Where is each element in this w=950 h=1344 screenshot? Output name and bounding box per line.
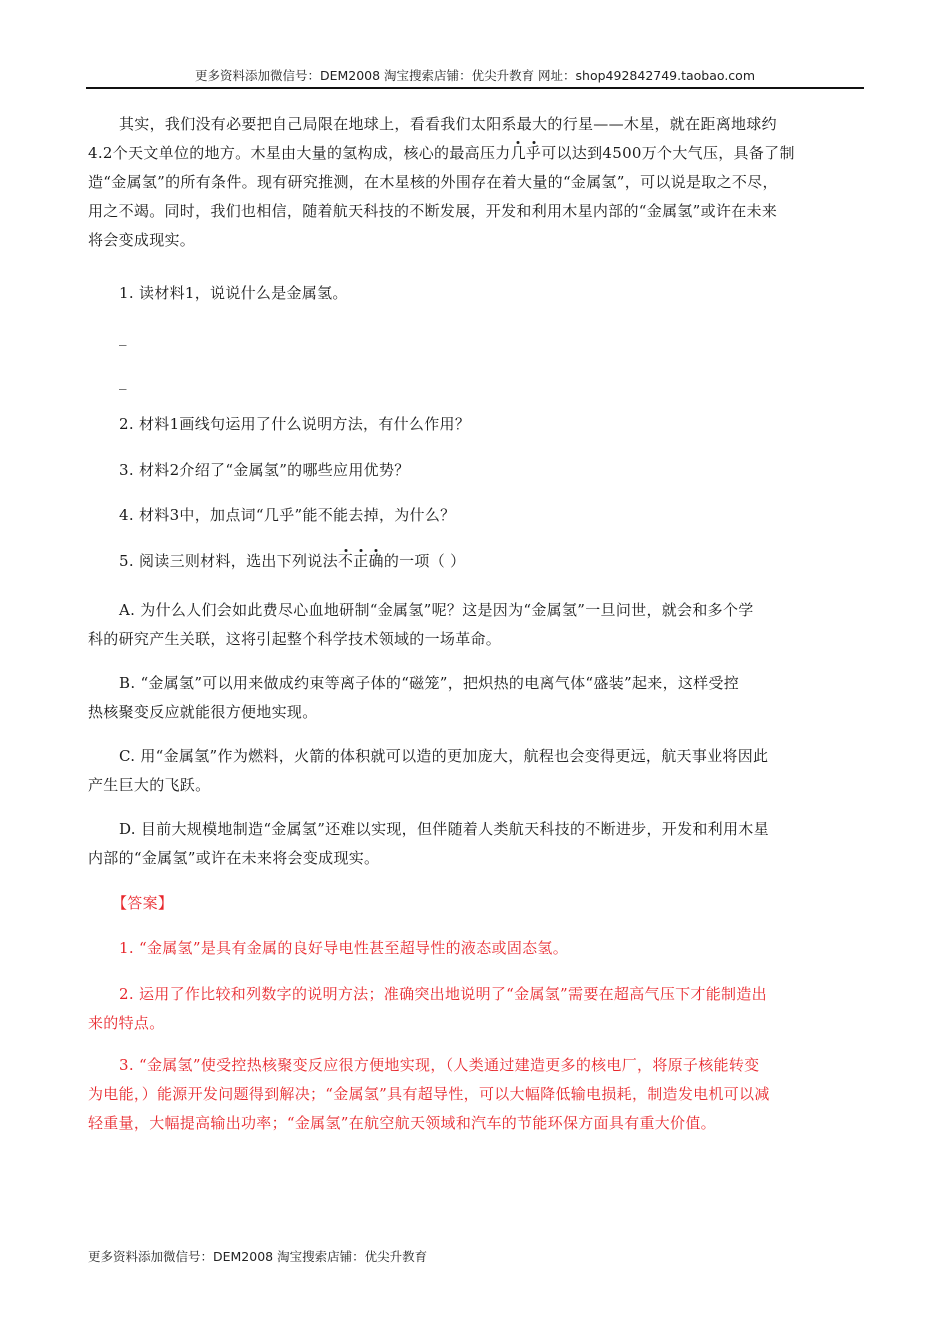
option-line: 科的研究产生关联，这将引起整个科学技术领域的一场革命。 xyxy=(88,630,502,648)
option-c xyxy=(88,742,860,800)
emphasis-dot-char: 正 xyxy=(353,552,369,570)
question-4: 4. 材料3中，加点词“几乎”能不能去掉，为什么？ xyxy=(119,506,456,524)
answer-heading: 【答案】 xyxy=(112,894,174,912)
header-divider xyxy=(86,87,864,89)
answer-blank: _ xyxy=(119,372,127,390)
emphasis-dot-char: 几 xyxy=(510,144,526,162)
option-line: D. 目前大规模地制造“金属氢”还难以实现，但伴随着人类航天科技的不断进步，开发和利用木星 xyxy=(119,820,769,838)
option-line: B. “金属氢”可以用来做成约束等离子体的“磁笼”，把炽热的电离气体“盛装”起来，这样受控 xyxy=(119,674,740,692)
question-2: 2. 材料1画线句运用了什么说明方法，有什么作用？ xyxy=(119,415,471,433)
question-3: 3. 材料2介绍了“金属氢”的哪些应用优势？ xyxy=(119,461,410,479)
answer-1: 1. “金属氢”是具有金属的良好导电性甚至超导性的液态或固态氢。 xyxy=(119,939,569,957)
text-span: 4.2个天文单位的地方。木星由大量的氢构成，核心的最高压力 xyxy=(88,144,511,162)
option-line: 产生巨大的飞跃。 xyxy=(88,776,211,794)
material-paragraph xyxy=(88,110,860,255)
text-span: 5. 阅读三则材料，选出下列说法 xyxy=(119,552,338,570)
option-d xyxy=(88,815,860,873)
emphasis-dot-char: 不 xyxy=(337,552,354,570)
answer-line: 2. 运用了作比较和列数字的说明方法；准确突出地说明了“金属氢”需要在超高气压下才能制造出 xyxy=(119,985,767,1003)
emphasis-dot-char: 乎 xyxy=(525,144,542,162)
answer-line: 3. “金属氢”使受控热核聚变反应很方便地实现，（人类通过建造更多的核电厂，将原子核能转变 xyxy=(119,1056,760,1074)
paragraph-line: 用之不竭。同时，我们也相信，随着航天科技的不断发展，开发和利用木星内部的“金属氢”或许在未来 xyxy=(88,202,778,220)
option-line: A. 为什么人们会如此费尽心血地研制“金属氢”呢？这是因为“金属氢”一旦问世，就会和多个学 xyxy=(119,601,754,619)
answer-blank: _ xyxy=(119,328,127,346)
option-a xyxy=(88,596,860,654)
page-header: 更多资料添加微信号：DEM2008 淘宝搜索店铺：优尖升教育 网址：shop492842749.taobao.com xyxy=(194,68,756,83)
emphasis-dot-char: 确 xyxy=(368,552,384,570)
paragraph-line: 将会变成现实。 xyxy=(88,231,196,249)
text-span: 的一项（ ） xyxy=(383,552,466,570)
answer-3 xyxy=(88,1051,860,1138)
option-line: 内部的“金属氢”或许在未来将会变成现实。 xyxy=(88,849,380,867)
text-span: 可以达到4500万个大气压，具备了制 xyxy=(541,144,795,162)
question-5 xyxy=(119,550,465,572)
answer-line: 轻重量，大幅提高输出功率；“金属氢”在航空航天领域和汽车的节能环保方面具有重大价值。 xyxy=(88,1114,716,1132)
question-1: 1. 读材料1，说说什么是金属氢。 xyxy=(119,284,348,302)
option-line: C. 用“金属氢”作为燃料，火箭的体积就可以造的更加庞大，航程也会变得更远，航天事业将因此 xyxy=(119,747,769,765)
answer-line: 为电能，）能源开发问题得到解决；“金属氢”具有超导性，可以大幅降低输电损耗，制造发电机可以减 xyxy=(88,1085,770,1103)
answer-2 xyxy=(88,980,860,1038)
option-line: 热核聚变反应就能很方便地实现。 xyxy=(88,703,318,721)
paragraph-line: 造“金属氢”的所有条件。现有研究推测，在木星核的外围存在着大量的“金属氢”，可以说是取之不尽， xyxy=(88,173,778,191)
page-footer: 更多资料添加微信号：DEM2008 淘宝搜索店铺：优尖升教育 xyxy=(88,1249,428,1264)
answer-line: 来的特点。 xyxy=(88,1014,165,1032)
option-b xyxy=(88,669,860,727)
paragraph-line: 其实，我们没有必要把自己局限在地球上，看看我们太阳系最大的行星——木星，就在距离地球约 xyxy=(119,115,777,133)
paragraph-line xyxy=(88,139,860,168)
